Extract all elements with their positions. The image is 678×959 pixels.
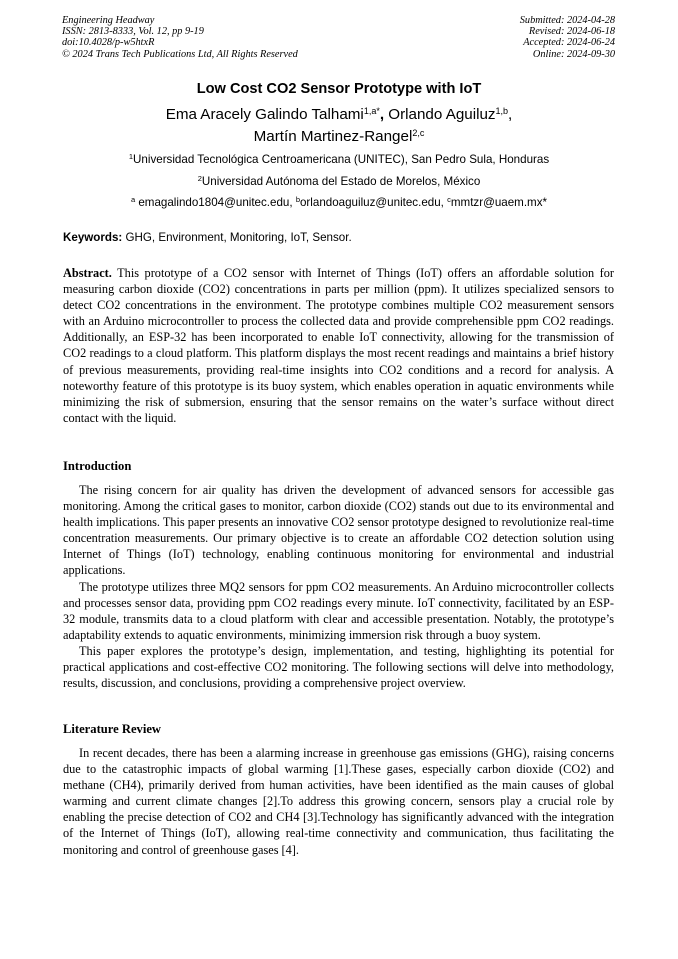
section-heading-introduction: Introduction — [63, 459, 132, 473]
email-link[interactable]: orlandoaguiluz@unitec.edu, — [299, 196, 448, 209]
submitted-date: Submitted: 2024-04-28 — [519, 15, 615, 26]
journal-name: Engineering Headway — [62, 15, 155, 26]
affiliation-superscript: 1 — [128, 152, 134, 161]
author-list: Ema Aracely Galindo Talhami$^{1,a*}$, Orlando Aguiluz$^{1,b}$, Martín Martinez-Rangel$^{2,c}$ — [165, 106, 513, 145]
paragraph: The rising concern for air quality has driven the development of advanced sensors for accessible gas monitoring. Among the critical gases to monitor, carbon dioxide (CO2) stands out due to its environmental and health implications. This paper presents an innovative CO2 sensor prototype designed to revolutionize real-time concentration measurements. Our primary objective is to create an affordable CO2 detection solution using Internet of Things (IoT) technology, enabling continuous monitoring for environmental and industrial applications. — [63, 483, 614, 578]
affiliation — [0, 153, 678, 166]
author-name: Martín Martinez-Rangel — [253, 128, 413, 145]
email-link[interactable]: emagalindo1804@unitec.edu, — [138, 196, 296, 209]
section-heading-literature-review: Literature Review — [63, 722, 162, 736]
affiliation-superscript: 2 — [197, 174, 202, 183]
keywords — [63, 231, 352, 244]
paragraph: In recent decades, there has been a alarming increase in greenhouse gas emissions (GHG), raising concerns due to the catastrophic impacts of global warming [1].These gases, especially carbon dioxide (CO2) and methane (CH4), primarily derived from human activities, have been identified as the main causes of global warming and current climate changes [2].To address this growing concern, sensors play a crucial role by enabling the precise detection of CO2 and CH4 [3].Technology has significantly advanced with the integration of the Internet of Things (IoT), allowing real-time connectivity and communication, thus facilitating the monitoring and control of greenhouse gases [4]. — [63, 746, 614, 857]
affiliation — [0, 175, 678, 188]
doi: doi:10.4028/p-w5htxR — [62, 37, 155, 49]
keywords-label: Keywords: — [63, 231, 123, 244]
email-superscript: b — [295, 195, 300, 204]
author-emails — [0, 196, 678, 209]
journal-info — [62, 15, 298, 60]
affiliation-text: Universidad Tecnológica Centroamericana (UNITEC), San Pedro Sula, Honduras — [133, 153, 550, 166]
submission-dates — [520, 15, 615, 60]
online-date: Online: 2024-09-30 — [532, 48, 615, 60]
literature-review-body — [63, 745, 614, 858]
email-link[interactable]: mmtzr@uaem.mx* — [450, 196, 548, 209]
copyright: © 2024 Trans Tech Publications Ltd, All Rights Reserved — [62, 48, 298, 60]
affiliation-text: Universidad Autónoma del Estado de Morelos, México — [201, 175, 481, 188]
revised-date: Revised: 2024-06-18 — [528, 26, 615, 38]
author-name: Ema Aracely Galindo Talhami — [165, 106, 364, 123]
author-superscript: 1,b — [495, 106, 509, 116]
abstract-label: Abstract. — [63, 266, 112, 280]
abstract — [63, 265, 614, 426]
paragraph: This paper explores the prototype’s design, implementation, and testing, highlighting its potential for practical applications and cost-effective CO2 monitoring. The following sections will delve into methodology, results, discussion, and conclusions, providing a comprehensive project overview. — [63, 643, 614, 691]
introduction-body — [63, 482, 614, 691]
author-superscript: 2,c — [412, 128, 425, 138]
email-superscript: a — [130, 195, 136, 204]
issn-volume: ISSN: 2813-8333, Vol. 12, pp 9-19 — [62, 26, 204, 38]
author-name: Orlando Aguiluz — [388, 106, 496, 123]
abstract-text: This prototype of a CO2 sensor with Internet of Things (IoT) offers an affordable solution for measuring carbon dioxide (CO2) concentrations in parts per million (ppm). It utilizes specialized sensors to detect CO2 concentrations in the environment. The prototype combines multiple CO2 measurement sensors with an Arduino microcontroller to process the collected data and provide comprehensible ppm CO2 readings. Additionally, an ESP-32 has been incorporated to enable IoT connectivity, allowing for the transmission of CO2 readings to a cloud platform. This platform displays the most recent readings and maintains a brief history of previous measurements, providing real-time insights into CO2 conditions and a record for analysis. A noteworthy feature of this prototype is its buoy system, which enables operation in aquatic environments while minimizing the risk of submersion, ensuring that the sensor remains on the water’s surface without direct contact with the liquid. — [63, 266, 614, 425]
keywords-list: GHG, Environment, Monitoring, IoT, Sensor. — [125, 231, 352, 244]
email-superscript: c — [447, 195, 451, 204]
accepted-date: Accepted: 2024-06-24 — [523, 37, 615, 49]
paragraph: The prototype utilizes three MQ2 sensors for ppm CO2 measurements. An Arduino microcontroller collects and processes sensor data, providing ppm CO2 readings every minute. IoT connectivity, facilitated by an ESP-32 module, transmits data to a cloud platform with clear and accessible presentation. Notably, the prototype’s adaptability extends to aquatic environments, minimizing immersion risk through a buoy system. — [63, 579, 614, 642]
author-superscript: 1,a* — [363, 106, 380, 116]
paper-title: Low Cost CO2 Sensor Prototype with IoT — [196, 81, 482, 97]
